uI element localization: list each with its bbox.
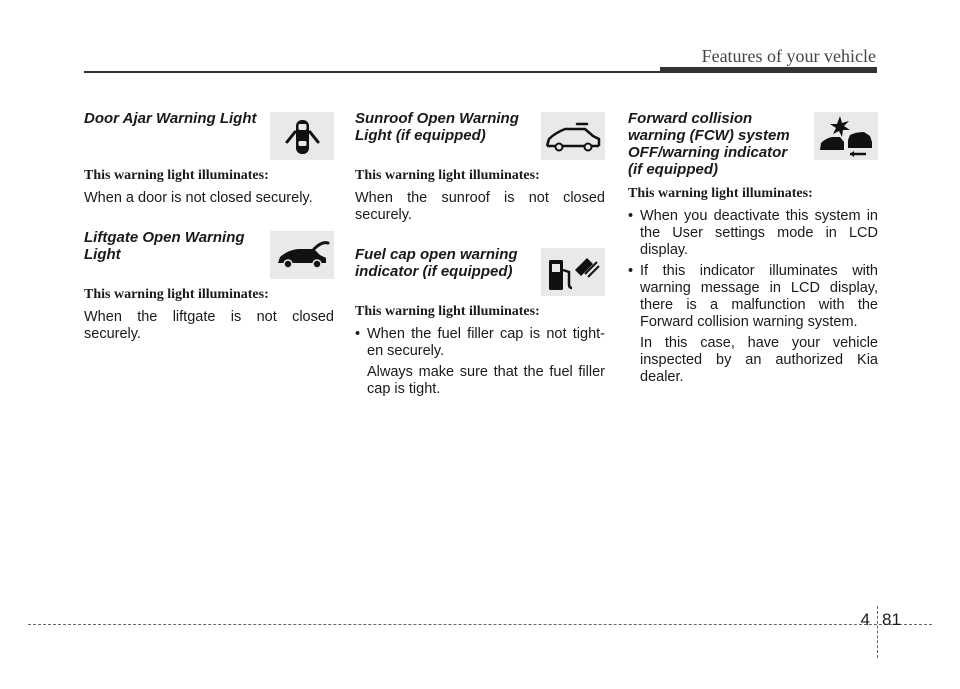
column-2 bbox=[355, 110, 605, 420]
section-subhead: This warning light illuminates: bbox=[355, 168, 540, 183]
section-sunroof bbox=[355, 110, 605, 224]
section-subhead: This warning light illuminates: bbox=[84, 287, 269, 302]
section-liftgate bbox=[84, 229, 334, 343]
footer-rule bbox=[28, 624, 932, 625]
page-number: 81 bbox=[882, 610, 901, 629]
door-ajar-icon bbox=[270, 112, 334, 160]
page-header-title: Features of your vehicle bbox=[701, 46, 876, 66]
section-fuel-cap bbox=[355, 246, 605, 398]
section-note: In this case, have your vehicle inspected by an authorized Kia dealer. bbox=[640, 335, 878, 385]
section-door-ajar bbox=[84, 110, 334, 207]
section-body: When a door is not closed securely. bbox=[84, 190, 313, 206]
chapter-number: 4 bbox=[860, 610, 870, 629]
section-subhead: This warning light illuminates: bbox=[628, 186, 813, 201]
section-subhead: This warning light illuminates: bbox=[355, 304, 540, 319]
forward-collision-icon bbox=[814, 112, 878, 160]
section-body: When the liftgate is not closed securely. bbox=[84, 309, 334, 342]
section-heading: Sunroof Open Warning Light (if equipped) bbox=[355, 110, 519, 144]
liftgate-open-icon bbox=[270, 231, 334, 279]
bullet-item: • If this indicator illuminates with warning message in LCD display, there is a malfunction with the Forward collision warning system. bbox=[628, 263, 878, 331]
section-subhead: This warning light illuminates: bbox=[84, 168, 269, 183]
header-rule-thick bbox=[660, 67, 877, 73]
section-note: Always make sure that the fuel filler cap is tight. bbox=[367, 364, 605, 397]
column-3 bbox=[628, 110, 878, 408]
section-body: When the sunroof is not closed securely. bbox=[355, 190, 605, 223]
bullet-list bbox=[628, 208, 878, 331]
column-1 bbox=[84, 110, 334, 365]
section-heading: Liftgate Open Warning Light bbox=[84, 229, 245, 263]
header-rule bbox=[84, 71, 660, 73]
footer-divider bbox=[877, 606, 878, 658]
fuel-cap-icon bbox=[541, 248, 605, 296]
bullet-item: • When the fuel filler cap is not tight-en securely. bbox=[355, 326, 605, 360]
bullet-item: • When you deactivate this system in the User settings mode in LCD display. bbox=[628, 208, 878, 259]
section-fcw bbox=[628, 110, 878, 386]
section-heading: Fuel cap open warning indicator (if equipped) bbox=[355, 246, 518, 280]
section-heading: Forward collision warning (FCW) system OFF/warning indicator (if equipped) bbox=[628, 110, 790, 178]
section-heading: Door Ajar Warning Light bbox=[84, 110, 257, 127]
sunroof-open-icon bbox=[541, 112, 605, 160]
bullet-list bbox=[355, 326, 605, 360]
